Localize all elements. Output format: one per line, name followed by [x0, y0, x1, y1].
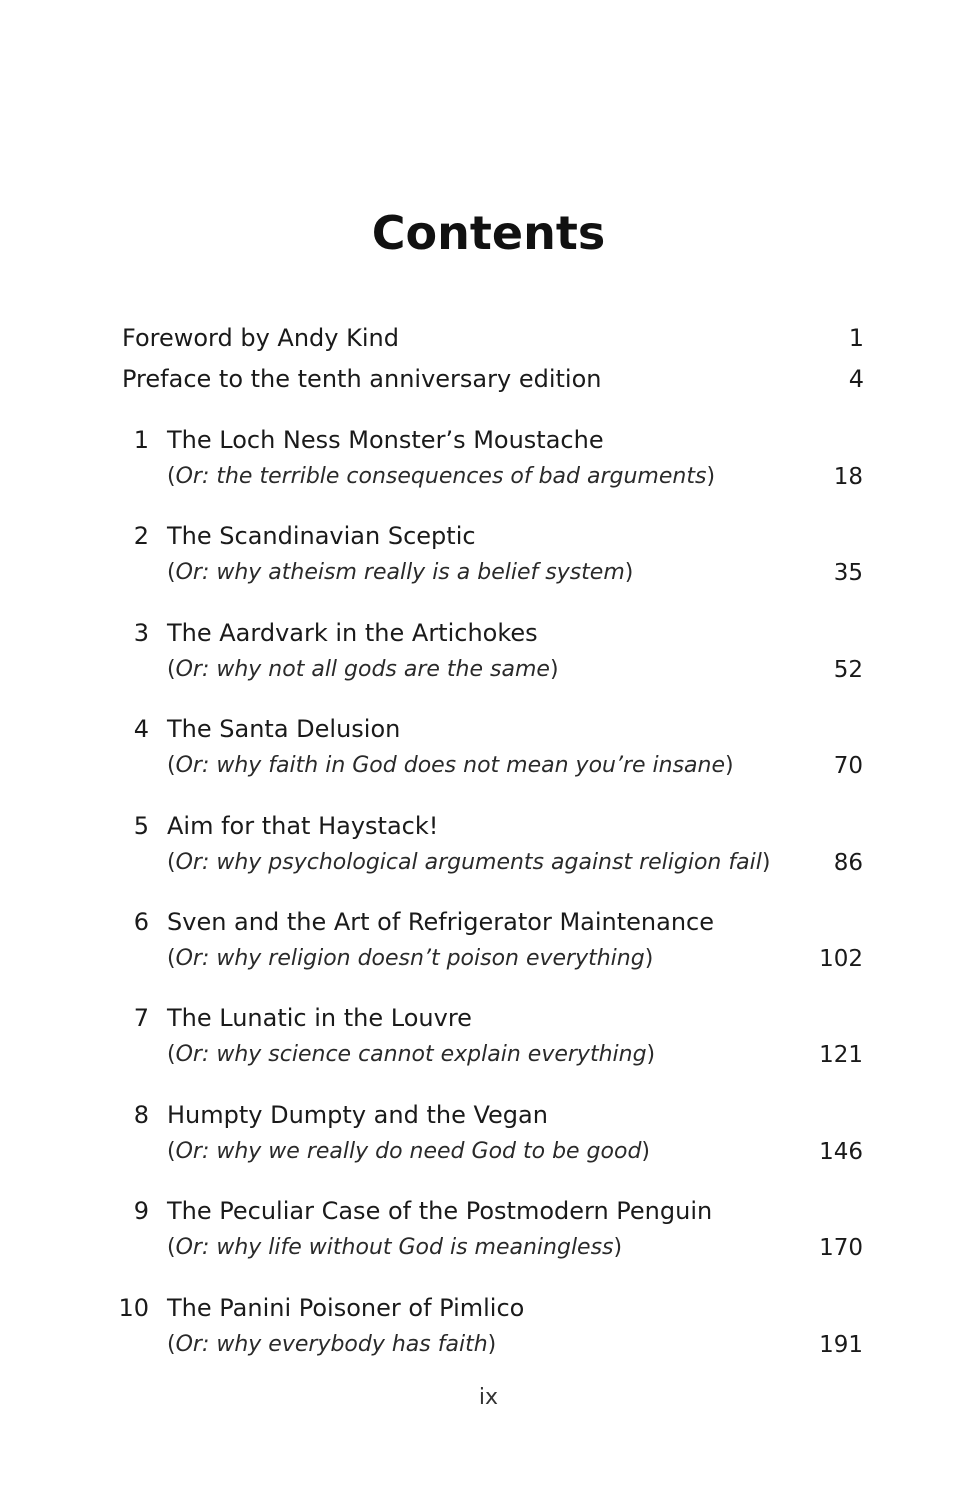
- chapter-subtitle: [167, 844, 770, 882]
- chapter-title: The Panini Poisoner of Pimlico: [167, 1293, 525, 1322]
- paren-close: ): [487, 1331, 497, 1357]
- chapter-subtitle: [167, 554, 633, 592]
- chapter-entry: [0, 1191, 977, 1287]
- chapter-entry: [0, 1288, 977, 1384]
- paren-close: ): [706, 464, 716, 489]
- paren-open: (: [167, 945, 176, 971]
- chapter-entry: [0, 613, 977, 709]
- front-matter-page: 1: [848, 324, 864, 352]
- chapter-entry: [0, 1095, 977, 1191]
- chapter-subtitle: [167, 1036, 655, 1074]
- paren-close: ): [646, 1042, 656, 1068]
- chapter-subtitle-text: Or: why everybody has faith: [175, 1331, 488, 1357]
- front-matter-label: Foreword by Andy Kind: [122, 324, 399, 352]
- chapter-page-number: 146: [819, 1138, 863, 1165]
- paren-close: ): [641, 1138, 651, 1164]
- paren-open: (: [167, 1042, 176, 1068]
- chapter-subtitle-text: Or: why science cannot explain everything: [175, 1042, 647, 1068]
- front-matter-row: [122, 318, 864, 359]
- chapter-title: The Loch Ness Monster’s Moustache: [167, 426, 604, 454]
- chapter-title: Sven and the Art of Refrigerator Maintenance: [167, 907, 714, 936]
- chapter-number: 2: [133, 522, 149, 551]
- chapter-number: 4: [133, 715, 149, 744]
- chapter-number: 6: [133, 907, 149, 936]
- chapter-subtitle: [167, 458, 715, 496]
- chapter-subtitle-text: Or: why faith in God does not mean you’re insane: [175, 753, 726, 779]
- page-number: ix: [478, 1385, 499, 1410]
- paren-close: ): [725, 753, 734, 779]
- chapter-page-number: 170: [819, 1235, 863, 1262]
- paren-close: ): [761, 849, 771, 875]
- chapter-subtitle-text: Or: the terrible consequences of bad arguments: [175, 464, 707, 489]
- paren-open: (: [167, 464, 176, 489]
- chapter-number: 10: [118, 1293, 149, 1322]
- chapter-number: 7: [133, 1004, 149, 1033]
- chapter-page-number: 102: [819, 945, 863, 972]
- front-matter-page: 4: [848, 365, 864, 393]
- chapter-subtitle-text: Or: why atheism really is a belief system: [175, 560, 625, 586]
- chapter-entry: [0, 902, 977, 998]
- chapter-title: The Aardvark in the Artichokes: [167, 618, 538, 647]
- chapter-title: The Lunatic in the Louvre: [167, 1004, 472, 1033]
- chapter-title: The Peculiar Case of the Postmodern Penguin: [167, 1197, 713, 1226]
- paren-open: (: [167, 656, 176, 682]
- paren-close: ): [549, 656, 559, 682]
- chapter-number: 5: [133, 811, 149, 840]
- paren-open: (: [167, 560, 176, 586]
- paren-close: ): [624, 560, 634, 586]
- chapter-number: 1: [133, 426, 149, 454]
- chapter-number: 8: [133, 1100, 149, 1129]
- front-matter-list: [122, 318, 864, 400]
- chapter-number: 9: [133, 1197, 149, 1226]
- chapter-subtitle: [167, 940, 653, 978]
- chapter-page-number: 191: [819, 1331, 863, 1358]
- chapter-list: [0, 420, 977, 1384]
- chapter-page-number: 86: [833, 849, 863, 876]
- chapter-subtitle-text: Or: why not all gods are the same: [175, 656, 550, 682]
- paren-open: (: [167, 1235, 176, 1261]
- paren-open: (: [167, 849, 176, 875]
- paren-open: (: [167, 1138, 176, 1164]
- chapter-page-number: 70: [833, 753, 863, 780]
- chapter-subtitle: [167, 747, 734, 785]
- chapter-entry: [0, 998, 977, 1094]
- front-matter-label: Preface to the tenth anniversary edition: [122, 365, 602, 393]
- chapter-title: The Santa Delusion: [167, 715, 401, 744]
- chapter-subtitle-text: Or: why psychological arguments against religion fail: [175, 849, 762, 875]
- chapter-entry: [0, 709, 977, 805]
- chapter-title: Aim for that Haystack!: [167, 811, 439, 840]
- front-matter-row: [122, 359, 864, 400]
- chapter-page-number: 121: [819, 1042, 863, 1069]
- chapter-subtitle: [167, 651, 559, 689]
- chapter-page-number: 18: [833, 464, 863, 490]
- chapter-title: The Scandinavian Sceptic: [167, 522, 476, 551]
- chapter-page-number: 52: [833, 656, 863, 683]
- chapter-number: 3: [133, 618, 149, 647]
- chapter-subtitle: [167, 1133, 650, 1171]
- chapter-subtitle-text: Or: why life without God is meaningless: [175, 1235, 614, 1261]
- chapter-entry: [0, 516, 977, 612]
- chapter-subtitle: [167, 1326, 496, 1364]
- chapter-subtitle-text: Or: why religion doesn’t poison everything: [175, 945, 645, 971]
- chapter-subtitle-text: Or: why we really do need God to be good: [175, 1138, 642, 1164]
- chapter-entry: [0, 420, 977, 516]
- paren-open: (: [167, 1331, 176, 1357]
- paren-close: ): [644, 945, 654, 971]
- chapter-title: Humpty Dumpty and the Vegan: [167, 1100, 548, 1129]
- paren-close: ): [613, 1235, 623, 1261]
- paren-open: (: [167, 753, 176, 779]
- chapter-subtitle: [167, 1229, 622, 1267]
- chapter-page-number: 35: [833, 560, 863, 587]
- chapter-entry: [0, 806, 977, 902]
- page-title: Contents: [371, 206, 606, 260]
